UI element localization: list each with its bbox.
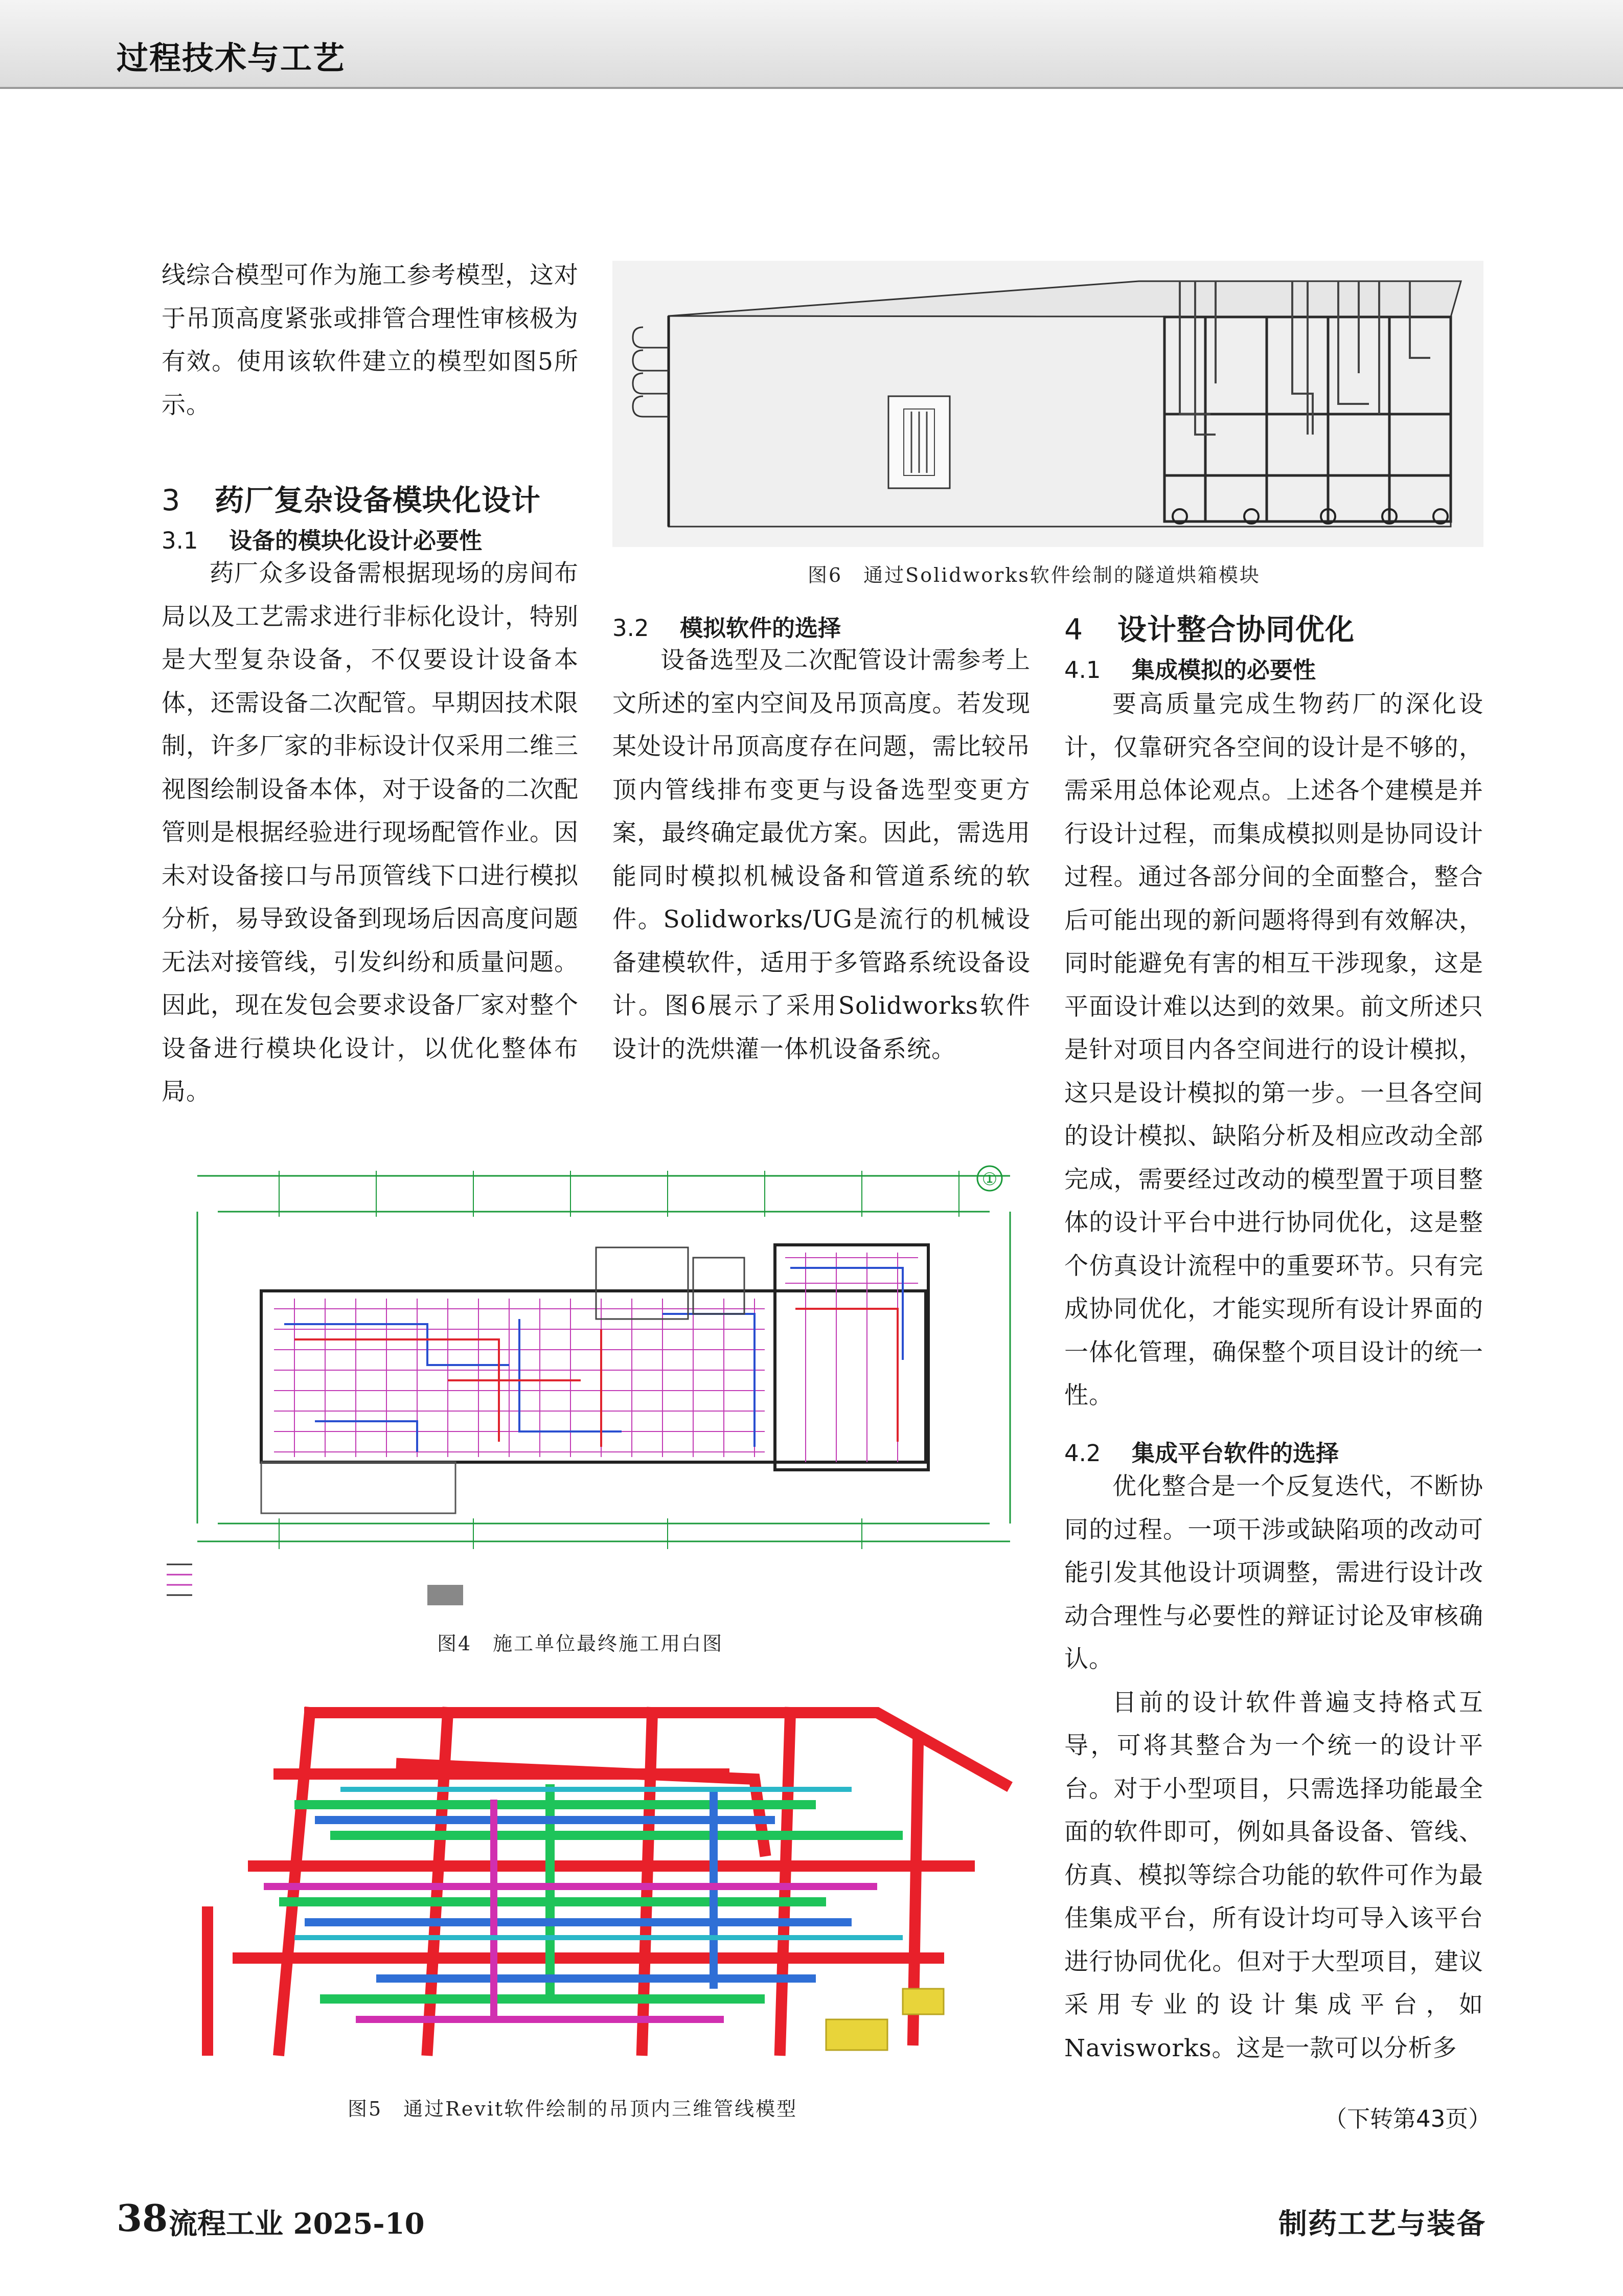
heading-section-3-1: 3.1 设备的模块化设计必要性 xyxy=(162,527,483,554)
journal-column: 制药工艺与装备 xyxy=(1278,2207,1486,2241)
heading-section-3-2: 3.2 模拟软件的选择 xyxy=(612,615,841,642)
paragraph: 目前的设计软件普遍支持格式互导，可将其整合为一个统一的设计平台。对于小型项目，只需选择功能最全面的软件即可，例如具备设备、管线、仿真、模拟等综合功能的软件可作为最佳集成平台，所有设计均可导入该平台进行协同优化。但对于大型项目，建议采用专业的设计集成平台，如Navisworks。这是一款可以分析多 xyxy=(1064,1688,1483,2062)
figure-6-tunnel-oven xyxy=(612,261,1483,547)
running-header xyxy=(0,0,1623,89)
figure-4-floor-plan xyxy=(162,1155,1031,1616)
paragraph: 线综合模型可作为施工参考模型，这对于吊顶高度紧张或排管合理性审核极为有效。使用该软件建立的模型如图5所示。 xyxy=(162,261,579,419)
north-marker: ① xyxy=(981,1169,998,1190)
paragraph: 要高质量完成生物药厂的深化设计，仅靠研究各空间的设计是不够的，需采用总体论观点。上述各个建模是并行设计过程，而集成模拟则是协同设计过程。通过各部分间的全面整合，整合后可能出现的新问题将得到有效解决，同时能避免有害的相互干涉现象，这是平面设计难以达到的效果。前文所述只是针对项目内各空间进行的设计模拟，这只是设计模拟的第一步。一旦各空间的设计模拟、缺陷分析及相应改动全部完成，需要经过改动的模型置于项目整体的设计平台中进行协同优化，这是整个仿真设计流程中的重要环节。只有完成协同优化，才能实现所有设计界面的一体化管理，确保整个项目设计的统一性。 xyxy=(1064,690,1483,1410)
figure-5-caption: 图5 通过Revit软件绘制的吊顶内三维管线模型 xyxy=(348,2098,798,2120)
heading-section-4-2: 4.2 集成平台软件的选择 xyxy=(1064,1440,1339,1467)
figure-4-caption: 图4 施工单位最终施工用白图 xyxy=(437,1632,724,1655)
figure-5-3d-pipe-model xyxy=(162,1682,1031,2081)
journal-issue: 流程工业 2025-10 xyxy=(169,2207,425,2241)
column-3-body-2 xyxy=(1064,1465,1483,2070)
column-2-body xyxy=(612,639,1031,1071)
figure-6-caption: 图6 通过Solidworks软件绘制的隧道烘箱模块 xyxy=(808,564,1261,586)
paragraph: 设备选型及二次配管设计需参考上文所述的室内空间及吊顶高度。若发现某处设计吊顶高度存在问题，需比较吊顶内管线排布变更与设备选型变更方案，最终确定最优方案。因此，需选用能同时模拟机械设备和管道系统的软件。Solidworks/UG是流行的机械设备建模软件，适用于多管路系统设备设计。图6展示了采用Solidworks软件设计的洗烘灌一体机设备系统。 xyxy=(612,646,1031,1063)
page-number: 38 xyxy=(117,2196,168,2240)
paragraph: 药厂众多设备需根据现场的房间布局以及工艺需求进行非标化设计，特别是大型复杂设备，不仅要设计设备本体，还需设备二次配管。早期因技术限制，许多厂家的非标设计仅采用二维三视图绘制设备本体，对于设备的二次配管则是根据经验进行现场配管作业。因未对设备接口与吊顶管线下口进行模拟分析，易导致设备到现场后因高度问题无法对接管线，引发纠纷和质量问题。因此，现在发包会要求设备厂家对整个设备进行模块化设计，以优化整体布局。 xyxy=(162,559,579,1106)
paragraph: 优化整合是一个反复迭代，不断协同的过程。一项干涉或缺陷项的改动可能引发其他设计项调整，需进行设计改动合理性与必要性的辩证讨论及审核确认。 xyxy=(1064,1472,1483,1673)
heading-section-4: 4 设计整合协同优化 xyxy=(1064,613,1355,647)
heading-section-4-1: 4.1 集成模拟的必要性 xyxy=(1064,656,1316,684)
column-1-body xyxy=(162,552,579,1114)
continued-note: （下转第43页） xyxy=(1324,2105,1492,2132)
column-1-intro xyxy=(162,254,579,427)
heading-section-3: 3 药厂复杂设备模块化设计 xyxy=(162,484,541,517)
column-3-body-1 xyxy=(1064,683,1483,1418)
section-title: 过程技术与工艺 xyxy=(117,39,346,77)
